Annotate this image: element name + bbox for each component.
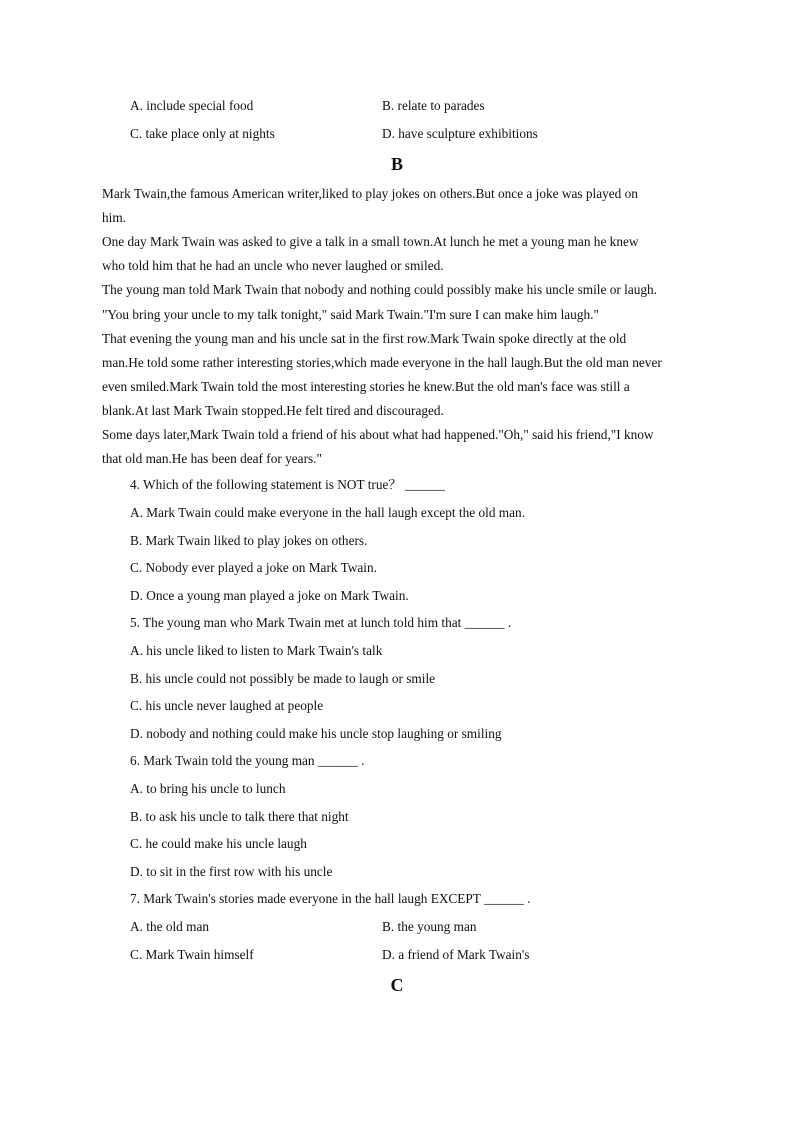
question-7-stem: 7. Mark Twain's stories made everyone in the hall laugh EXCEPT ______ . bbox=[130, 891, 531, 906]
question-6-option-c: C. he could make his uncle laugh bbox=[130, 836, 307, 851]
question-5-option-c: C. his uncle never laughed at people bbox=[130, 698, 324, 713]
passage-line: man.He told some rather interesting stories,which made everyone in the hall laugh.But the old man never bbox=[102, 355, 662, 370]
question-7-option-a: A. the old man bbox=[130, 919, 210, 934]
question-7-option-b: B. the young man bbox=[382, 919, 477, 934]
question-5-option-a: A. his uncle liked to listen to Mark Twain's talk bbox=[130, 643, 383, 658]
question-4-option-c: C. Nobody ever played a joke on Mark Twain. bbox=[130, 560, 377, 575]
question-6-option-b: B. to ask his uncle to talk there that night bbox=[130, 809, 349, 824]
passage-line: even smiled.Mark Twain told the most interesting stories he knew.But the old man's face was still a bbox=[102, 379, 630, 394]
passage-line: blank.At last Mark Twain stopped.He felt tired and discouraged. bbox=[102, 403, 444, 418]
question-7-option-c: C. Mark Twain himself bbox=[130, 947, 254, 962]
question-4-option-a: A. Mark Twain could make everyone in the hall laugh except the old man. bbox=[130, 505, 526, 520]
option-b: B. relate to parades bbox=[382, 98, 485, 113]
question-4-stem: 4. Which of the following statement is NOT true？ ______ bbox=[130, 477, 445, 492]
option-c: C. take place only at nights bbox=[130, 126, 275, 141]
question-4-option-b: B. Mark Twain liked to play jokes on others. bbox=[130, 533, 368, 548]
question-4-option-d: D. Once a young man played a joke on Mark Twain. bbox=[130, 588, 409, 603]
passage-line: Mark Twain,the famous American writer,liked to play jokes on others.But once a joke was played on bbox=[102, 186, 638, 201]
question-6-option-d: D. to sit in the first row with his uncle bbox=[130, 864, 333, 879]
passage-line: That evening the young man and his uncle sat in the first row.Mark Twain spoke directly at the old bbox=[102, 331, 627, 346]
question-5-option-d: D. nobody and nothing could make his uncle stop laughing or smiling bbox=[130, 726, 502, 741]
passage-line: One day Mark Twain was asked to give a talk in a small town.At lunch he met a young man he knew bbox=[102, 234, 639, 249]
question-5-stem: 5. The young man who Mark Twain met at lunch told him that ______ . bbox=[130, 615, 512, 630]
passage-line: Some days later,Mark Twain told a friend of his about what had happened."Oh," said his friend,"I know bbox=[102, 427, 654, 442]
option-a: A. include special food bbox=[130, 98, 254, 113]
question-7-option-d: D. a friend of Mark Twain's bbox=[382, 947, 530, 962]
section-c-heading: C bbox=[390, 975, 404, 995]
option-d: D. have sculpture exhibitions bbox=[382, 126, 538, 141]
passage-line: him. bbox=[102, 210, 127, 225]
passage-line: who told him that he had an uncle who never laughed or smiled. bbox=[102, 258, 444, 273]
passage-line: The young man told Mark Twain that nobody and nothing could possibly make his uncle smile or laugh. bbox=[102, 282, 657, 297]
question-6-stem: 6. Mark Twain told the young man ______ . bbox=[130, 753, 365, 768]
passage-line: "You bring your uncle to my talk tonight," said Mark Twain."I'm sure I can make him laugh." bbox=[102, 307, 599, 322]
question-5-option-b: B. his uncle could not possibly be made to laugh or smile bbox=[130, 671, 436, 686]
question-6-option-a: A. to bring his uncle to lunch bbox=[130, 781, 286, 796]
passage-line: that old man.He has been deaf for years." bbox=[102, 451, 322, 466]
section-b-heading: B bbox=[390, 154, 403, 174]
